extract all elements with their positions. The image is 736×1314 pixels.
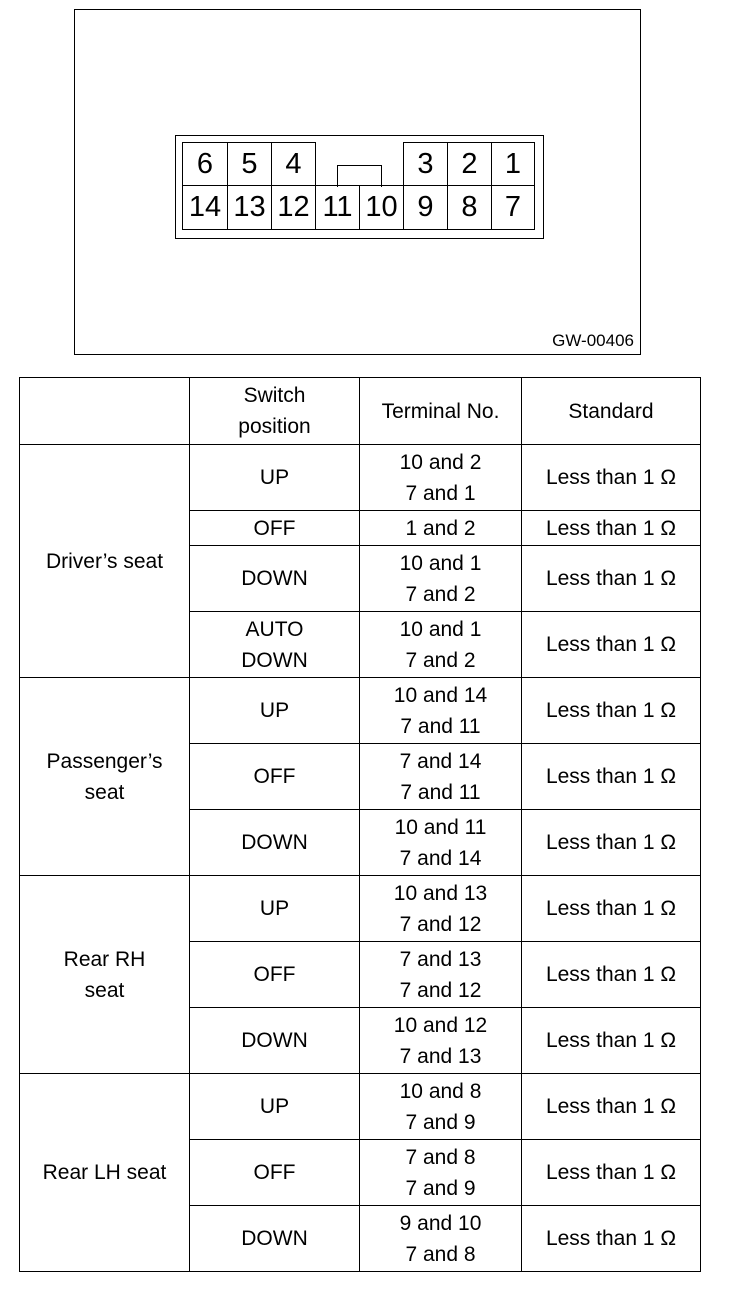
switch-position: UP [190,678,360,744]
terminal-pair: 10 and 2 7 and 1 [360,445,522,511]
terminal-pair: 10 and 1 7 and 2 [360,612,522,678]
pin-10: 10 [359,185,404,230]
switch-position: UP [190,1074,360,1140]
header-seat [20,378,190,445]
table-row [20,876,701,942]
standard-value: Less than 1 Ω [522,612,701,678]
switch-position: DOWN [190,1206,360,1272]
switch-position: OFF [190,511,360,546]
seat-label: Rear RH seat [20,876,190,1074]
connector-face [175,135,544,239]
connector-pin-grid [182,142,535,230]
switch-position: UP [190,445,360,511]
pin-11: 11 [315,185,360,230]
standard-value: Less than 1 Ω [522,1206,701,1272]
table-row [20,1074,701,1140]
terminal-pair: 10 and 13 7 and 12 [360,876,522,942]
standard-value: Less than 1 Ω [522,876,701,942]
standard-value: Less than 1 Ω [522,445,701,511]
switch-position: OFF [190,744,360,810]
pin-7: 7 [491,185,535,230]
pin-2: 2 [447,142,492,186]
standard-value: Less than 1 Ω [522,1074,701,1140]
connector-figure [74,9,641,355]
pin-5: 5 [227,142,272,186]
seat-label: Driver’s seat [20,445,190,678]
pin-4: 4 [271,142,316,186]
standard-value: Less than 1 Ω [522,744,701,810]
standard-value: Less than 1 Ω [522,810,701,876]
terminal-pair: 7 and 13 7 and 12 [360,942,522,1008]
pin-3: 3 [403,142,448,186]
terminal-pair: 9 and 10 7 and 8 [360,1206,522,1272]
terminal-pair: 1 and 2 [360,511,522,546]
pin-1: 1 [491,142,535,186]
terminal-pair: 10 and 11 7 and 14 [360,810,522,876]
header-standard: Standard [522,378,701,445]
standard-value: Less than 1 Ω [522,942,701,1008]
switch-position: DOWN [190,1008,360,1074]
header-terminal-no: Terminal No. [360,378,522,445]
switch-position: DOWN [190,546,360,612]
table-row [20,445,701,511]
pin-12: 12 [271,185,316,230]
standard-value: Less than 1 Ω [522,546,701,612]
terminal-pair: 10 and 14 7 and 11 [360,678,522,744]
seat-label: Passenger’s seat [20,678,190,876]
switch-position: OFF [190,942,360,1008]
header-switch-position: Switch position [190,378,360,445]
pin-8: 8 [447,185,492,230]
table-header-row [20,378,701,445]
standard-value: Less than 1 Ω [522,1008,701,1074]
pin-13: 13 [227,185,272,230]
switch-position: DOWN [190,810,360,876]
switch-position: AUTO DOWN [190,612,360,678]
connector-lock-key [337,165,382,187]
pin-6: 6 [182,142,228,186]
switch-inspection-table [19,377,701,1272]
standard-value: Less than 1 Ω [522,678,701,744]
terminal-pair: 7 and 8 7 and 9 [360,1140,522,1206]
switch-position: OFF [190,1140,360,1206]
terminal-pair: 10 and 1 7 and 2 [360,546,522,612]
terminal-pair: 10 and 8 7 and 9 [360,1074,522,1140]
table-row [20,678,701,744]
pin-14: 14 [182,185,228,230]
pin-9: 9 [403,185,448,230]
standard-value: Less than 1 Ω [522,1140,701,1206]
figure-id-label: GW-00406 [552,331,634,350]
terminal-pair: 7 and 14 7 and 11 [360,744,522,810]
switch-position: UP [190,876,360,942]
standard-value: Less than 1 Ω [522,511,701,546]
seat-label: Rear LH seat [20,1074,190,1272]
terminal-pair: 10 and 12 7 and 13 [360,1008,522,1074]
